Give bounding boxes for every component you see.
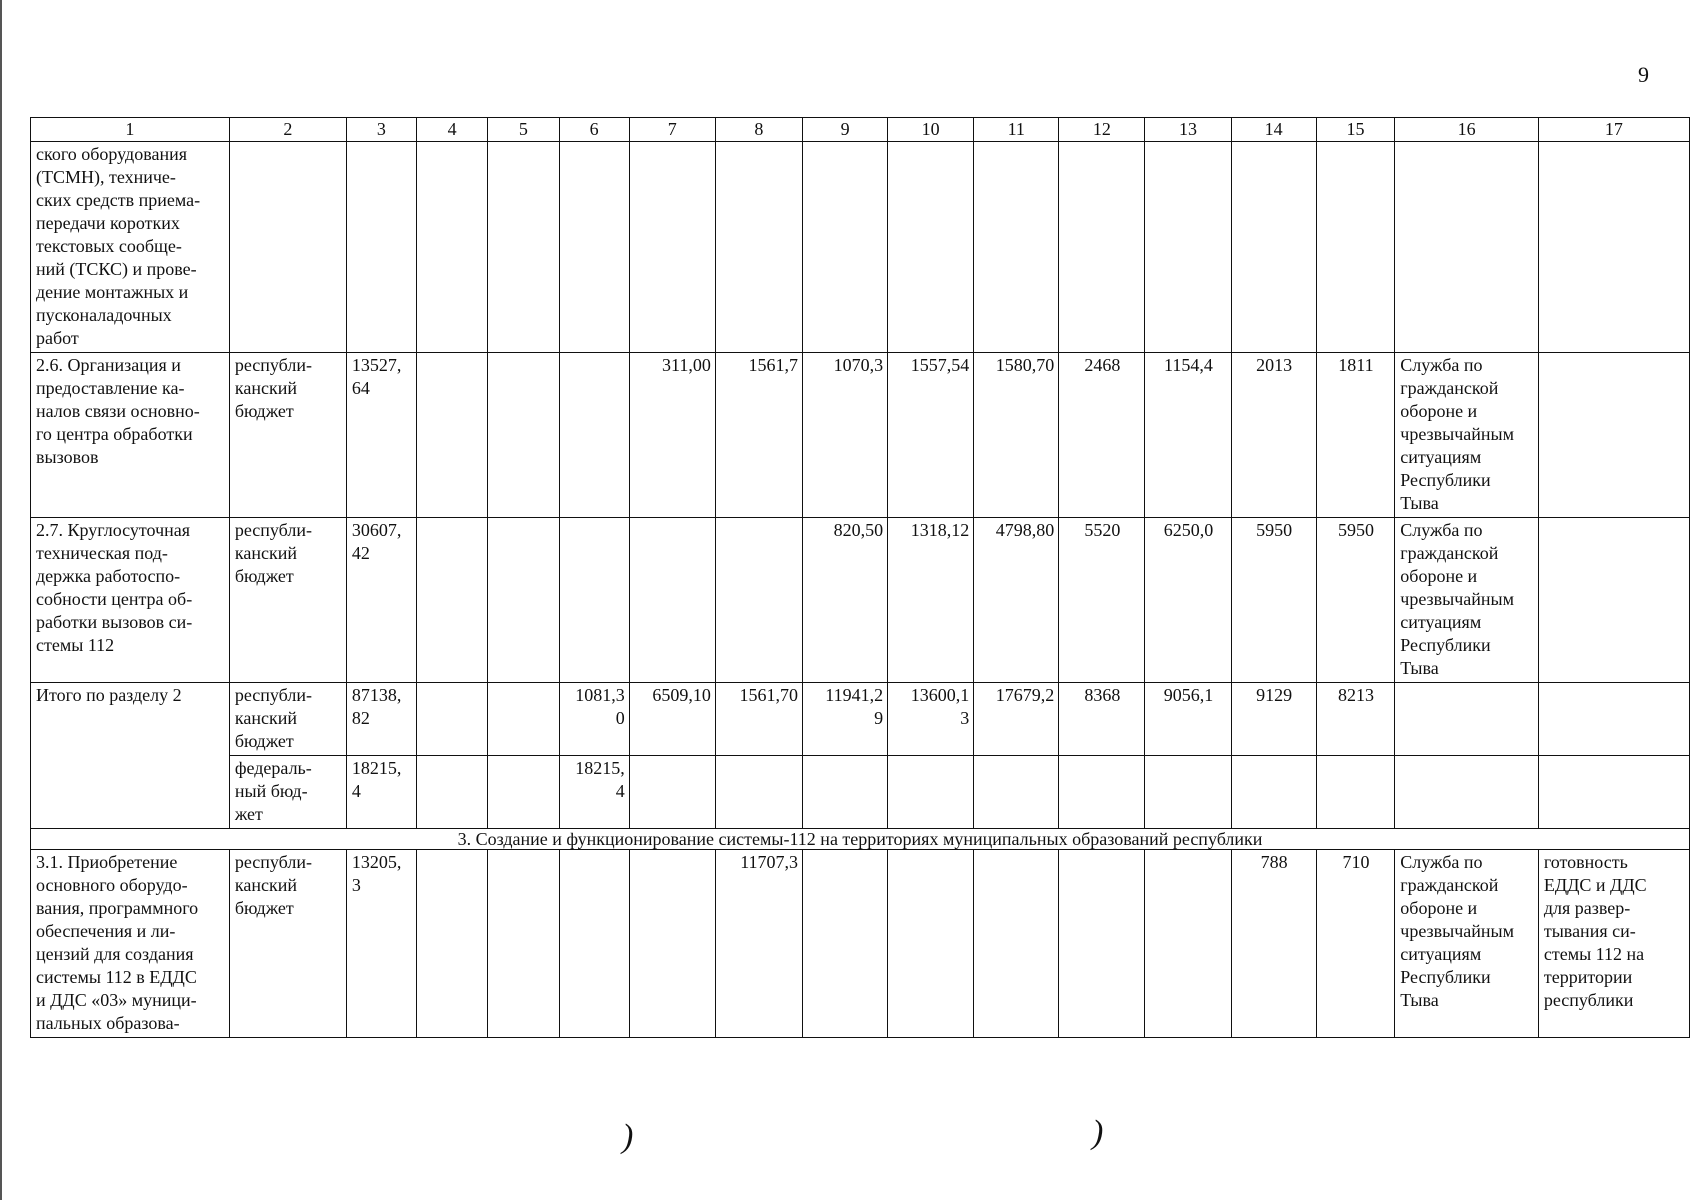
table-row [31, 518, 1690, 683]
empty-cell [417, 142, 488, 353]
col-header: 10 [888, 118, 974, 142]
value-cell: 820,50 [803, 518, 888, 683]
value-cell: 5950 [1231, 518, 1316, 683]
value-cell: 11707,3 [715, 850, 802, 1038]
empty-cell [629, 518, 715, 683]
col-header: 12 [1059, 118, 1145, 142]
col-header: 14 [1231, 118, 1316, 142]
empty-cell [715, 142, 802, 353]
activity-cell: ского оборудования (ТСМН), техниче- ских средств приема- передачи коротких текстовых сообще- ний (ТСКС) и прове- дение монтажных и пусконаладочных работ [31, 142, 230, 353]
executor-cell: Служба по гражданской обороне и чрезвычайным ситуациям Республики Тыва [1395, 850, 1539, 1038]
empty-cell [1538, 142, 1689, 353]
empty-cell [417, 683, 488, 756]
empty-cell [417, 353, 488, 518]
col-header: 3 [346, 118, 416, 142]
empty-cell [488, 756, 559, 829]
col-header: 8 [715, 118, 802, 142]
empty-cell [1059, 142, 1145, 353]
empty-cell [1145, 756, 1231, 829]
empty-cell [715, 756, 802, 829]
empty-cell [1145, 142, 1231, 353]
empty-cell [974, 850, 1059, 1038]
value-cell: 1318,12 [888, 518, 974, 683]
empty-cell [1145, 850, 1231, 1038]
table-row [31, 756, 1690, 829]
value-cell: 9056,1 [1145, 683, 1231, 756]
funding-source-cell: республи- канский бюджет [229, 850, 346, 1038]
column-number-row [31, 118, 1690, 142]
col-header: 2 [229, 118, 346, 142]
total-cell: 30607, 42 [346, 518, 416, 683]
empty-cell [488, 850, 559, 1038]
empty-cell [803, 142, 888, 353]
total-cell: 13527, 64 [346, 353, 416, 518]
result-cell: готовность ЕДДС и ДДС для развер- тывания си- стемы 112 на территории республики [1538, 850, 1689, 1038]
value-cell: 1081,3 0 [559, 683, 629, 756]
empty-cell [888, 142, 974, 353]
bottom-mark-right: ) [1092, 1114, 1104, 1151]
empty-cell [888, 850, 974, 1038]
executor-cell: Служба по гражданской обороне и чрезвычайным ситуациям Республики Тыва [1395, 353, 1539, 518]
empty-cell [417, 756, 488, 829]
value-cell: 710 [1316, 850, 1395, 1038]
value-cell: 4798,80 [974, 518, 1059, 683]
col-header: 5 [488, 118, 559, 142]
col-header: 1 [31, 118, 230, 142]
value-cell: 17679,2 [974, 683, 1059, 756]
empty-cell [1538, 518, 1689, 683]
empty-cell [488, 142, 559, 353]
empty-cell [559, 353, 629, 518]
empty-cell [417, 518, 488, 683]
empty-cell [888, 756, 974, 829]
empty-cell [803, 850, 888, 1038]
empty-cell [346, 142, 416, 353]
value-cell: 6250,0 [1145, 518, 1231, 683]
empty-cell [1231, 756, 1316, 829]
bottom-mark-left: ) [622, 1118, 634, 1155]
funding-source-cell: федераль- ный бюд- жет [229, 756, 346, 829]
col-header: 13 [1145, 118, 1231, 142]
funding-source-cell: республи- канский бюджет [229, 353, 346, 518]
value-cell: 8368 [1059, 683, 1145, 756]
col-header: 17 [1538, 118, 1689, 142]
value-cell: 1561,7 [715, 353, 802, 518]
value-cell: 18215, 4 [559, 756, 629, 829]
total-cell: 13205, 3 [346, 850, 416, 1038]
col-header: 16 [1395, 118, 1539, 142]
col-header: 11 [974, 118, 1059, 142]
budget-table [30, 117, 1690, 1038]
empty-cell [974, 142, 1059, 353]
value-cell: 2013 [1231, 353, 1316, 518]
total-label-cell: Итого по разделу 2 [31, 683, 230, 829]
empty-cell [1059, 850, 1145, 1038]
funding-source-cell: республи- канский бюджет [229, 518, 346, 683]
empty-cell [1395, 683, 1539, 756]
value-cell: 1580,70 [974, 353, 1059, 518]
total-cell: 87138, 82 [346, 683, 416, 756]
empty-cell [629, 756, 715, 829]
empty-cell [488, 518, 559, 683]
empty-cell [559, 142, 629, 353]
empty-cell [1395, 756, 1539, 829]
section-heading-row [31, 829, 1690, 850]
col-header: 9 [803, 118, 888, 142]
col-header: 6 [559, 118, 629, 142]
value-cell: 1811 [1316, 353, 1395, 518]
value-cell: 5950 [1316, 518, 1395, 683]
empty-cell [1231, 142, 1316, 353]
empty-cell [1395, 142, 1539, 353]
col-header: 7 [629, 118, 715, 142]
empty-cell [1538, 353, 1689, 518]
value-cell: 13600,1 3 [888, 683, 974, 756]
empty-cell [417, 850, 488, 1038]
value-cell: 1557,54 [888, 353, 974, 518]
empty-cell [629, 142, 715, 353]
table-row [31, 683, 1690, 756]
empty-cell [559, 518, 629, 683]
funding-source-cell: республи- канский бюджет [229, 683, 346, 756]
table-row [31, 353, 1690, 518]
value-cell: 6509,10 [629, 683, 715, 756]
empty-cell [1538, 683, 1689, 756]
section-3-title: 3. Создание и функционирование системы-112 на территориях муниципальных образований республики [31, 829, 1690, 850]
value-cell: 11941,2 9 [803, 683, 888, 756]
value-cell: 9129 [1231, 683, 1316, 756]
value-cell: 311,00 [629, 353, 715, 518]
value-cell: 1561,70 [715, 683, 802, 756]
value-cell: 1154,4 [1145, 353, 1231, 518]
value-cell: 2468 [1059, 353, 1145, 518]
activity-cell: 2.7. Круглосуточная техническая под- держка работоспо- собности центра об- работки вызовов си- стемы 112 [31, 518, 230, 683]
table-row [31, 142, 1690, 353]
value-cell: 8213 [1316, 683, 1395, 756]
empty-cell [974, 756, 1059, 829]
empty-cell [1316, 756, 1395, 829]
activity-cell: 3.1. Приобретение основного оборудо- вания, программного обеспечения и ли- цензий для создания системы 112 в ЕДДС и ДДС «03» муници- пальных образова- [31, 850, 230, 1038]
value-cell: 788 [1231, 850, 1316, 1038]
empty-cell [229, 142, 346, 353]
empty-cell [1059, 756, 1145, 829]
value-cell: 5520 [1059, 518, 1145, 683]
col-header: 4 [417, 118, 488, 142]
executor-cell: Служба по гражданской обороне и чрезвычайным ситуациям Республики Тыва [1395, 518, 1539, 683]
empty-cell [559, 850, 629, 1038]
empty-cell [803, 756, 888, 829]
col-header: 15 [1316, 118, 1395, 142]
table-row [31, 850, 1690, 1038]
empty-cell [1538, 756, 1689, 829]
value-cell: 1070,3 [803, 353, 888, 518]
page-number: 9 [1638, 62, 1649, 87]
activity-cell: 2.6. Организация и предоставление ка- налов связи основно- го центра обработки вызовов [31, 353, 230, 518]
empty-cell [488, 683, 559, 756]
page-left-edge [0, 0, 2, 1200]
empty-cell [488, 353, 559, 518]
empty-cell [1316, 142, 1395, 353]
total-cell: 18215, 4 [346, 756, 416, 829]
empty-cell [629, 850, 715, 1038]
empty-cell [715, 518, 802, 683]
